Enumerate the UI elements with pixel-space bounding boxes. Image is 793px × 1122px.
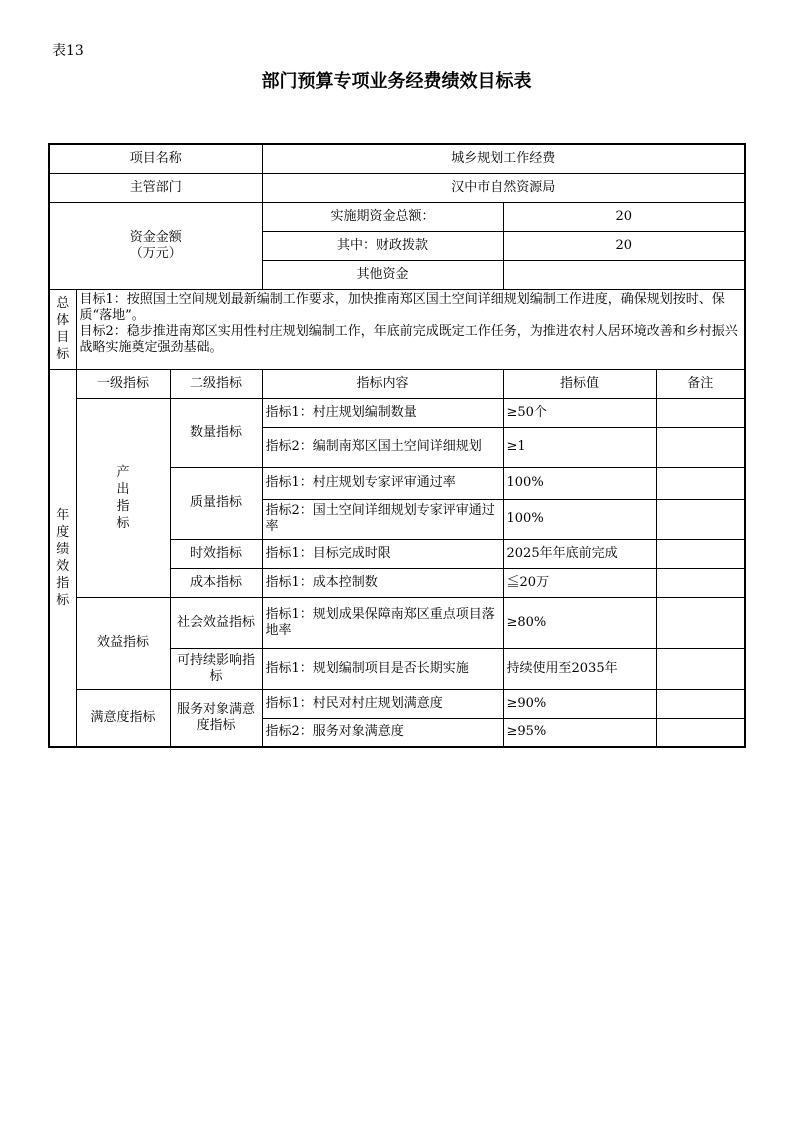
- other-fund-label: 其他资金: [262, 260, 503, 289]
- note-cell: [656, 427, 745, 467]
- annual-indicators-label-cell: [49, 369, 76, 747]
- time-indicator-label: 时效指标: [170, 539, 262, 568]
- table-number: 表13: [52, 43, 84, 59]
- satisfaction-value-1: ≥90%: [503, 689, 656, 718]
- fund-label-cell: [49, 202, 262, 289]
- col-header-content: 指标内容: [262, 369, 503, 398]
- quality-indicator-label: 质量指标: [170, 467, 262, 539]
- fiscal-fund-value: 20: [503, 231, 745, 260]
- table-row: [49, 398, 745, 427]
- social-value-1: ≥80%: [503, 597, 656, 648]
- col-header-level2: 二级指标: [170, 369, 262, 398]
- service-satisfaction-label: 服务对象满意度指标: [170, 689, 262, 747]
- table-row: [49, 144, 745, 173]
- fund-label: 资金金额: [129, 229, 182, 245]
- table-row: [49, 597, 745, 648]
- col-header-level1: 一级指标: [76, 369, 170, 398]
- note-cell: [656, 398, 745, 427]
- satisfaction-value-2: ≥95%: [503, 718, 656, 747]
- table-row: [49, 289, 745, 369]
- quantity-content-1: 指标1：村庄规划编制数量: [262, 398, 503, 427]
- output-indicator-cell: [76, 398, 170, 597]
- note-cell: [656, 568, 745, 597]
- cost-content-1: 指标1：成本控制数: [262, 568, 503, 597]
- sustain-value-1: 持续使用至2035年: [503, 648, 656, 689]
- goal-text-1: 目标1：按照国土空间规划最新编制工作要求，加快推南郑区国土空间详细规划编制工作进度，确保规划按时、保质“落地”。: [79, 291, 725, 323]
- fund-unit: （万元）: [129, 245, 182, 261]
- annual-indicators-label: 年度绩效指标: [56, 507, 70, 608]
- note-cell: [656, 499, 745, 539]
- sustain-impact-label: 可持续影响指标: [170, 648, 262, 689]
- note-cell: [656, 467, 745, 499]
- goal-text-2: 目标2：稳步推进南郑区实用性村庄规划编制工作，年底前完成既定工作任务，为推进农村人居环境改善和乡村振兴战略实施奠定强劲基础。: [79, 323, 738, 355]
- quantity-value-1: ≥50个: [503, 398, 656, 427]
- quality-content-2: 指标2：国土空间详细规划专家评审通过率: [262, 499, 503, 539]
- table-row: [49, 689, 745, 718]
- note-cell: [656, 648, 745, 689]
- quantity-indicator-label: 数量指标: [170, 398, 262, 467]
- quality-content-1: 指标1：村庄规划专家评审通过率: [262, 467, 503, 499]
- satisfaction-content-1: 指标1：村民对村庄规划满意度: [262, 689, 503, 718]
- quantity-content-2: 指标2：编制南郑区国土空间详细规划: [262, 427, 503, 467]
- col-header-value: 指标值: [503, 369, 656, 398]
- table-row: [49, 202, 745, 231]
- table-row: [49, 173, 745, 202]
- time-content-1: 指标1：目标完成时限: [262, 539, 503, 568]
- sustain-content-1: 指标1：规划编制项目是否长期实施: [262, 648, 503, 689]
- quality-value-1: 100%: [503, 467, 656, 499]
- satisfaction-indicator-label: 满意度指标: [76, 689, 170, 747]
- social-benefit-label: 社会效益指标: [170, 597, 262, 648]
- overall-goal-cell: [76, 289, 745, 369]
- note-cell: [656, 539, 745, 568]
- fiscal-fund-label: 其中：财政拨款: [262, 231, 503, 260]
- dept-value: 汉中市自然资源局: [262, 173, 745, 202]
- project-name-value: 城乡规划工作经费: [262, 144, 745, 173]
- satisfaction-content-2: 指标2：服务对象满意度: [262, 718, 503, 747]
- note-cell: [656, 597, 745, 648]
- note-cell: [656, 718, 745, 747]
- quantity-value-2: ≥1: [503, 427, 656, 467]
- time-value-1: 2025年年底前完成: [503, 539, 656, 568]
- overall-goal-label: 总体目标: [56, 296, 70, 362]
- social-content-1: 指标1：规划成果保障南郑区重点项目落地率: [262, 597, 503, 648]
- overall-goal-label-cell: [49, 289, 76, 369]
- project-name-label: 项目名称: [49, 144, 262, 173]
- output-indicator-label: 产出指标: [116, 464, 130, 531]
- total-fund-label: 实施期资金总额：: [262, 202, 503, 231]
- cost-value-1: ≦20万: [503, 568, 656, 597]
- quality-value-2: 100%: [503, 499, 656, 539]
- dept-label: 主管部门: [49, 173, 262, 202]
- other-fund-value: [503, 260, 745, 289]
- note-cell: [656, 689, 745, 718]
- total-fund-value: 20: [503, 202, 745, 231]
- cost-indicator-label: 成本指标: [170, 568, 262, 597]
- table-row: [49, 369, 745, 398]
- col-header-note: 备注: [656, 369, 745, 398]
- benefit-indicator-label: 效益指标: [76, 597, 170, 689]
- performance-table: [48, 143, 746, 748]
- page-title: 部门预算专项业务经费绩效目标表: [261, 71, 532, 92]
